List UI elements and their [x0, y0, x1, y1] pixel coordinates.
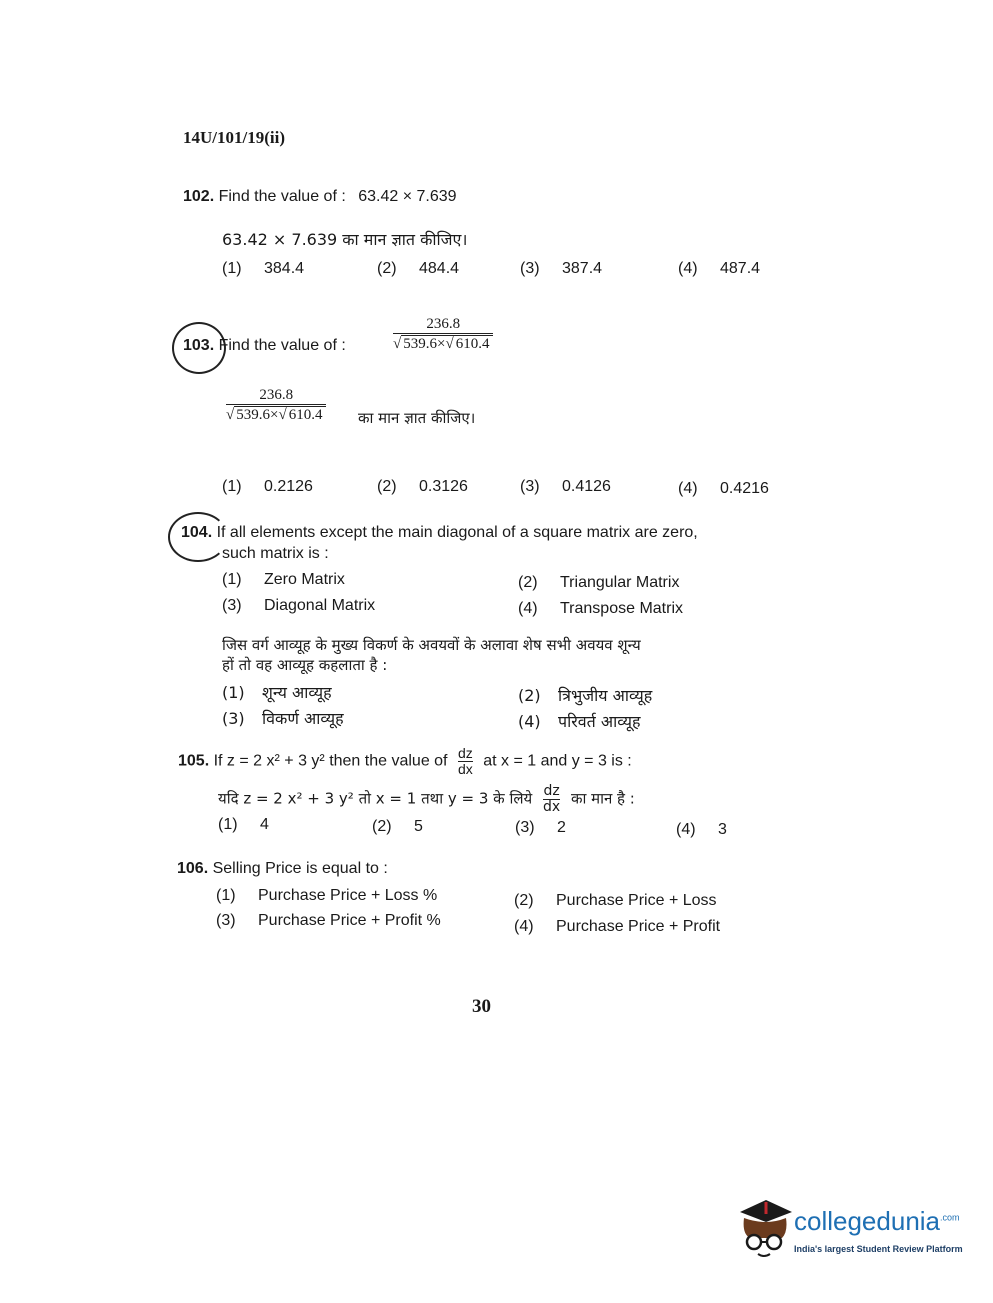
question-number: 105. — [178, 752, 210, 770]
q106-option-4: (4) Purchase Price + Profit — [514, 918, 721, 935]
q102-option-4: (4) 487.4 — [678, 260, 761, 277]
question-text: If z = 2 x² + 3 y² then the value of — [213, 752, 448, 770]
q102-option-1: (1) 384.4 — [222, 260, 305, 277]
question-text: Find the value of : — [218, 188, 346, 205]
question-number: 106. — [177, 860, 209, 877]
question-text: If all elements except the main diagonal of a square matrix are zero, — [216, 524, 698, 541]
logo-wordmark: collegedunia$^{.com}$ — [794, 1206, 960, 1236]
logo-tagline: India's largest Student Review Platform — [794, 1244, 963, 1254]
q104-option-1: (1) Zero Matrix — [222, 571, 345, 588]
question-106-en — [177, 860, 388, 878]
question-104-hi-line1: जिस वर्ग आव्यूह के मुख्य विकर्ण के अवयवों के अलावा शेष सभी अवयव शून्य — [222, 636, 641, 654]
q104-option-4: (4) Transpose Matrix — [518, 600, 683, 617]
q104-option-hi-3: (3) विकर्ण आव्यूह — [222, 709, 344, 728]
q104-option-3: (3) Diagonal Matrix — [222, 597, 376, 614]
question-102-hi: 63.42 × 7.639 का मान ज्ञात कीजिए। — [222, 230, 468, 249]
fraction-numerator: 236.8 — [426, 316, 461, 332]
derivative-fraction: $\frac{dz}{dx}$ — [542, 783, 561, 815]
question-103-hi: का मान ज्ञात कीजिए। — [358, 409, 476, 427]
question-number: 103. — [183, 337, 215, 354]
q103-fraction — [393, 316, 493, 353]
question-104-hi-line2: हों तो वह आव्यूह कहलाता है : — [222, 656, 388, 674]
q105-option-4: (4) 3 — [676, 821, 727, 838]
graduate-mascot-icon — [736, 1198, 794, 1264]
question-103-en — [183, 337, 346, 355]
q105-option-3: (3) 2 — [515, 819, 566, 836]
question-number: 102. — [183, 188, 215, 205]
q104-option-hi-2: (2) त्रिभुजीय आव्यूह — [518, 686, 653, 705]
question-102-en — [183, 188, 457, 206]
q106-option-1: (1) Purchase Price + Loss % — [216, 887, 438, 904]
q102-option-3: (3) 387.4 — [520, 260, 603, 277]
q103-option-3: (3) 0.4126 — [520, 478, 611, 495]
q104-option-hi-1: (1) शून्य आव्यूह — [222, 683, 332, 702]
page-number: 30 — [472, 996, 491, 1017]
q106-option-3: (3) Purchase Price + Profit % — [216, 912, 441, 929]
q104-option-hi-4: (4) परिवर्त आव्यूह — [518, 712, 641, 731]
q103-option-1: (1) 0.2126 — [222, 478, 313, 495]
question-105-en — [178, 746, 632, 776]
q102-option-2: (2) 484.4 — [377, 260, 460, 277]
question-text: Selling Price is equal to : — [212, 860, 388, 877]
q105-option-2: (2) 5 — [372, 818, 423, 835]
q103-fraction-hi — [226, 387, 326, 424]
question-text-tail: at x = 1 and y = 3 is : — [483, 752, 632, 770]
paper-code: 14U/101/19(ii) — [183, 128, 285, 147]
question-expression: 63.42 × 7.639 — [358, 188, 457, 205]
fraction-numerator: 236.8 — [259, 387, 294, 403]
question-text: Find the value of : — [218, 337, 346, 354]
q103-option-2: (2) 0.3126 — [377, 478, 468, 495]
q103-option-4: (4) 0.4216 — [678, 480, 769, 497]
q104-option-2: (2) Triangular Matrix — [518, 574, 680, 591]
q106-option-2: (2) Purchase Price + Loss — [514, 892, 717, 909]
question-number: 104. — [181, 524, 213, 541]
question-104-en-line1 — [181, 524, 698, 542]
question-105-hi: यदि z = 2 x² + 3 y² तो x = 1 तथा y = 3 के लिये $\frac{dz}{dx}$ का मान है : — [218, 783, 635, 815]
q105-option-1: (1) 4 — [218, 816, 269, 833]
question-104-en-line2: such matrix is : — [222, 545, 329, 562]
derivative-fraction: $\frac{dz}{dx}$ — [457, 745, 473, 777]
fraction-denominator: √ 539.6×√ 610.4 — [226, 404, 326, 424]
fraction-denominator: √ 539.6×√ 610.4 — [393, 333, 493, 353]
collegedunia-logo — [736, 1198, 966, 1268]
